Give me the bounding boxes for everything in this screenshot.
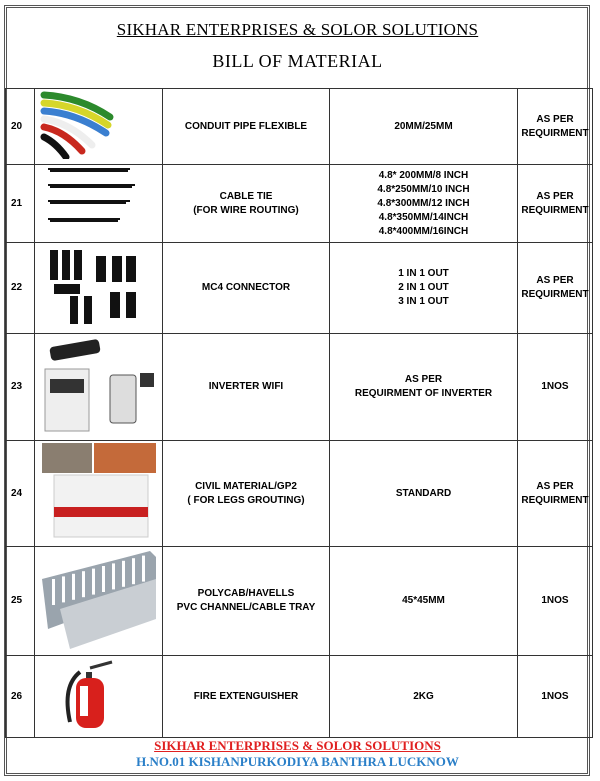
qty-line: 1NOS (541, 595, 569, 606)
spec-line: 2KG (413, 690, 434, 702)
table-row (6, 165, 593, 243)
qty-line: AS PER (536, 190, 574, 202)
mc4-connector-image (40, 244, 158, 333)
spec-line: 2 IN 1 OUT (398, 282, 449, 293)
description-line: PVC CHANNEL/CABLE TRAY (176, 602, 316, 613)
table-row (6, 547, 593, 656)
item-image (35, 656, 163, 738)
item-specification (330, 547, 518, 656)
item-number: 26 (6, 656, 35, 738)
qty-line: REQUIRMENT (521, 494, 589, 506)
qty-line: AS PER (536, 275, 574, 286)
spec-line: 4.8* 200MM/8 INCH (378, 169, 469, 181)
item-quantity (518, 441, 593, 547)
inverter-wifi-image (40, 335, 158, 440)
table-row (6, 89, 593, 165)
item-quantity (518, 165, 593, 243)
spec-line: 4.8*350MM/14INCH (378, 211, 469, 223)
item-number: 25 (6, 547, 35, 656)
table-row (6, 441, 593, 547)
spec-line: 1 IN 1 OUT (398, 268, 449, 279)
description-line: CONDUIT PIPE FLEXIBLE (184, 120, 308, 132)
spec-line: 20MM/25MM (394, 120, 453, 132)
item-specification (330, 243, 518, 334)
description-line: ( FOR LEGS GROUTING) (187, 494, 305, 506)
item-specification (330, 656, 518, 738)
item-number: 21 (6, 165, 35, 243)
qty-line: AS PER (536, 480, 574, 492)
item-quantity (518, 334, 593, 441)
description-line: (FOR WIRE ROUTING) (193, 204, 299, 216)
item-image (35, 165, 163, 243)
item-quantity (518, 547, 593, 656)
conduit-pipe-image (40, 89, 158, 164)
item-description (163, 89, 330, 165)
item-quantity (518, 89, 593, 165)
item-specification (330, 441, 518, 547)
item-description (163, 165, 330, 243)
qty-line: REQUIRMENT (521, 289, 589, 300)
item-description (163, 243, 330, 334)
cable-tie-image (40, 165, 158, 242)
spec-line: 4.8*400MM/16INCH (378, 225, 469, 237)
document-footer (7, 732, 588, 770)
document-header (7, 8, 588, 88)
item-number: 23 (6, 334, 35, 441)
table-row (6, 334, 593, 441)
item-number: 22 (6, 243, 35, 334)
item-image (35, 334, 163, 441)
civil-material-image (40, 441, 158, 546)
item-description (163, 547, 330, 656)
fire-extinguisher-image (40, 656, 158, 737)
item-image (35, 243, 163, 334)
item-specification (330, 334, 518, 441)
footer-company: SIKHAR ENTERPRISES & SOLOR SOLUTIONS (154, 738, 441, 753)
spec-line: 45*45MM (402, 595, 445, 606)
qty-line: 1NOS (541, 381, 569, 392)
spec-line: STANDARD (395, 487, 452, 499)
item-specification (330, 89, 518, 165)
qty-line: AS PER (536, 113, 574, 125)
spec-line: 3 IN 1 OUT (398, 296, 449, 307)
item-image (35, 89, 163, 165)
description-line: POLYCAB/HAVELLS (197, 588, 295, 599)
cable-tray-image (40, 549, 158, 654)
spec-line: 4.8*250MM/10 INCH (377, 183, 470, 195)
item-number: 24 (6, 441, 35, 547)
description-line: CABLE TIE (219, 190, 273, 202)
item-image (35, 547, 163, 656)
company-name: SIKHAR ENTERPRISES & SOLOR SOLUTIONS (116, 20, 479, 39)
item-description (163, 334, 330, 441)
table-row (6, 243, 593, 334)
table-row (6, 656, 593, 738)
item-quantity (518, 243, 593, 334)
spec-line: 4.8*300MM/12 INCH (377, 197, 470, 209)
item-image (35, 441, 163, 547)
spec-line: REQUIRMENT OF INVERTER (354, 388, 493, 399)
document-title: BILL OF MATERIAL (212, 51, 383, 71)
qty-line: REQUIRMENT (521, 127, 589, 139)
description-line: FIRE EXTENGUISHER (193, 690, 299, 702)
description-line: INVERTER WIFI (208, 381, 284, 392)
item-quantity (518, 656, 593, 738)
item-description (163, 441, 330, 547)
description-line: MC4 CONNECTOR (201, 282, 291, 293)
bom-table (5, 88, 593, 738)
item-number: 20 (6, 89, 35, 165)
qty-line: REQUIRMENT (521, 204, 589, 216)
spec-line: AS PER (404, 374, 443, 385)
qty-line: 1NOS (541, 690, 569, 702)
description-line: CIVIL MATERIAL/GP2 (195, 480, 297, 492)
item-specification (330, 165, 518, 243)
item-description (163, 656, 330, 738)
footer-address: H.NO.01 KISHANPURKODIYA BANTHRA LUCKNOW (136, 754, 459, 769)
